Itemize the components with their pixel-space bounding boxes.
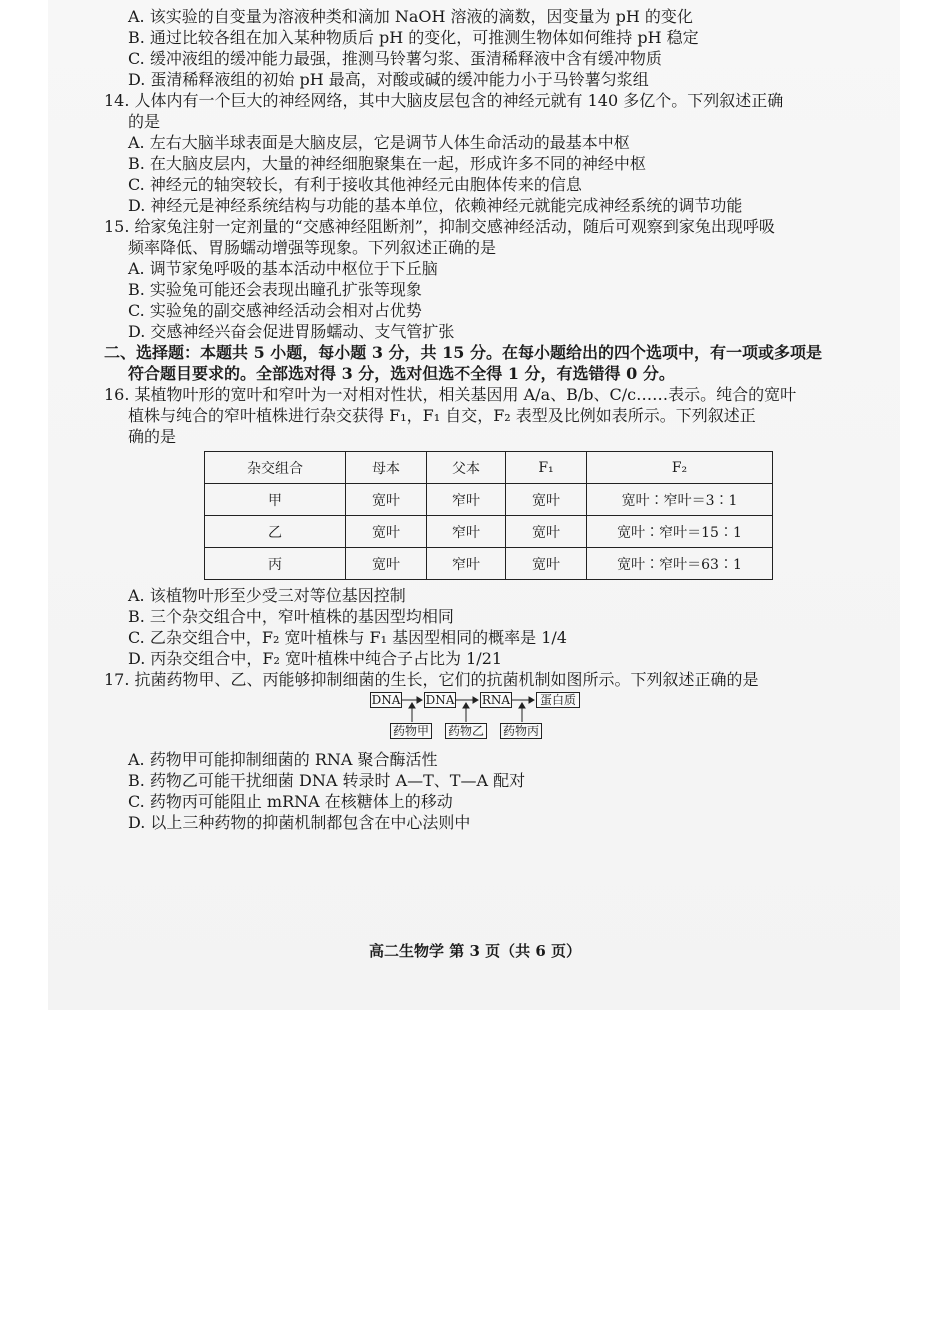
q17-diagram (368, 690, 582, 740)
table-cell: 宽叶 (346, 484, 427, 516)
q13-option-c: C. 缓冲液组的缓冲能力最强，推测马铃薯匀浆、蛋清稀释液中含有缓冲物质 (128, 49, 662, 68)
q15-option-b: B. 实验兔可能还会表现出瞳孔扩张等现象 (128, 280, 422, 299)
table-cell: 宽叶 (506, 516, 587, 548)
q13-option-b: B. 通过比较各组在加入某种物质后 pH 的变化，可推测生物体如何维持 pH 稳定 (128, 28, 699, 47)
table-row (205, 484, 773, 516)
q13-option-a: A. 该实验的自变量为溶液种类和滴加 NaOH 溶液的滴数，因变量为 pH 的变化 (128, 7, 693, 26)
table-cell: 宽叶∶窄叶＝15∶1 (587, 516, 773, 548)
table-cell: 丙 (205, 548, 346, 580)
diagram-node-dna: DNA (425, 693, 455, 707)
q17-stem: 17. 抗菌药物甲、乙、丙能够抑制细菌的生长，它们的抗菌机制如图所示。下列叙述正确的是 (104, 670, 759, 689)
table-cell: 窄叶 (427, 548, 506, 580)
table-header-cell: 母本 (346, 452, 427, 484)
table-cell: 窄叶 (427, 484, 506, 516)
table-header-cell: 杂交组合 (205, 452, 346, 484)
q17-options (0, 749, 950, 833)
q16-stem: 16. 某植物叶形的宽叶和窄叶为一对相对性状，相关基因用 A/a、B/b、C/c……表示。纯合的宽叶 (104, 385, 797, 404)
section-2-heading: 二、选择题：本题共 5 小题，每小题 3 分，共 15 分。在每小题给出的四个选项中，有一项或多项是 (104, 343, 822, 362)
table-header-cell: F₂ (587, 452, 773, 484)
table-cell: 宽叶 (506, 484, 587, 516)
drug-a-label: 药物甲 (390, 723, 432, 739)
q17-option-d: D. 以上三种药物的抑菌机制都包含在中心法则中 (128, 813, 471, 832)
section-2-heading-cont: 符合题目要求的。全部选对得 3 分，选对但选不全得 1 分，有选错得 0 分。 (128, 364, 675, 383)
q14-stem-cont: 的是 (128, 112, 161, 131)
table-cell: 窄叶 (427, 516, 506, 548)
q16-option-c: C. 乙杂交组合中，F₂ 宽叶植株与 F₁ 基因型相同的概率是 1/4 (128, 628, 567, 647)
q16-option-d: D. 丙杂交组合中，F₂ 宽叶植株中纯合子占比为 1/21 (128, 649, 503, 668)
q14-option-b: B. 在大脑皮层内，大量的神经细胞聚集在一起，形成许多不同的神经中枢 (128, 154, 646, 173)
q14-option-a: A. 左右大脑半球表面是大脑皮层，它是调节人体生命活动的最基本中枢 (128, 133, 630, 152)
q15-option-a: A. 调节家兔呼吸的基本活动中枢位于下丘脑 (128, 259, 438, 278)
page-footer: 高二生物学 第 3 页（共 6 页） (369, 942, 581, 960)
q15-stem-cont: 频率降低、胃肠蠕动增强等现象。下列叙述正确的是 (128, 238, 497, 257)
q14-option-c: C. 神经元的轴突较长，有利于接收其他神经元由胞体传来的信息 (128, 175, 582, 194)
drug-b-label: 药物乙 (445, 723, 487, 739)
q16-table (204, 451, 773, 580)
q15-option-d: D. 交感神经兴奋会促进胃肠蠕动、支气管扩张 (128, 322, 455, 341)
table-cell: 宽叶∶窄叶＝63∶1 (587, 548, 773, 580)
diagram-node-dna: DNA (371, 693, 401, 707)
q16-option-b: B. 三个杂交组合中，窄叶植株的基因型均相同 (128, 607, 454, 626)
q16-option-a: A. 该植物叶形至少受三对等位基因控制 (128, 586, 406, 605)
q14-option-d: D. 神经元是神经系统结构与功能的基本单位，依赖神经元就能完成神经系统的调节功能 (128, 196, 743, 215)
table-cell: 乙 (205, 516, 346, 548)
q17-option-b: B. 药物乙可能干扰细菌 DNA 转录时 A—T、T—A 配对 (128, 771, 526, 790)
q14-stem: 14. 人体内有一个巨大的神经网络，其中大脑皮层包含的神经元就有 140 多亿个。下列叙述正确 (104, 91, 784, 110)
q16-stem-cont-1: 植株与纯合的窄叶植株进行杂交获得 F₁，F₁ 自交，F₂ 表型及比例如表所示。下列叙述正 (128, 406, 756, 425)
q17-option-c: C. 药物丙可能阻止 mRNA 在核糖体上的移动 (128, 792, 453, 811)
diagram-node-rna: RNA (481, 693, 511, 707)
q17-option-a: A. 药物甲可能抑制细菌的 RNA 聚合酶活性 (128, 750, 438, 769)
table-row (205, 548, 773, 580)
diagram-node-protein: 蛋白质 (536, 692, 580, 708)
table-cell: 宽叶∶窄叶＝3∶1 (587, 484, 773, 516)
q13-option-d: D. 蛋清稀释液组的初始 pH 最高，对酸或碱的缓冲能力小于马铃薯匀浆组 (128, 70, 649, 89)
q15-option-c: C. 实验兔的副交感神经活动会相对占优势 (128, 301, 422, 320)
table-header-cell: 父本 (427, 452, 506, 484)
q15-stem: 15. 给家兔注射一定剂量的“交感神经阻断剂”，抑制交感神经活动，随后可观察到家兔出现呼吸 (104, 217, 775, 236)
table-cell: 甲 (205, 484, 346, 516)
q16-stem-cont-2: 确的是 (128, 427, 177, 446)
table-row (205, 516, 773, 548)
table-cell: 宽叶 (346, 516, 427, 548)
drug-c-label: 药物丙 (500, 723, 542, 739)
table-header-row (205, 452, 773, 484)
table-header-cell: F₁ (506, 452, 587, 484)
page-content (0, 6, 950, 447)
table-cell: 宽叶 (506, 548, 587, 580)
q16-q17-block (0, 585, 950, 690)
table-cell: 宽叶 (346, 548, 427, 580)
